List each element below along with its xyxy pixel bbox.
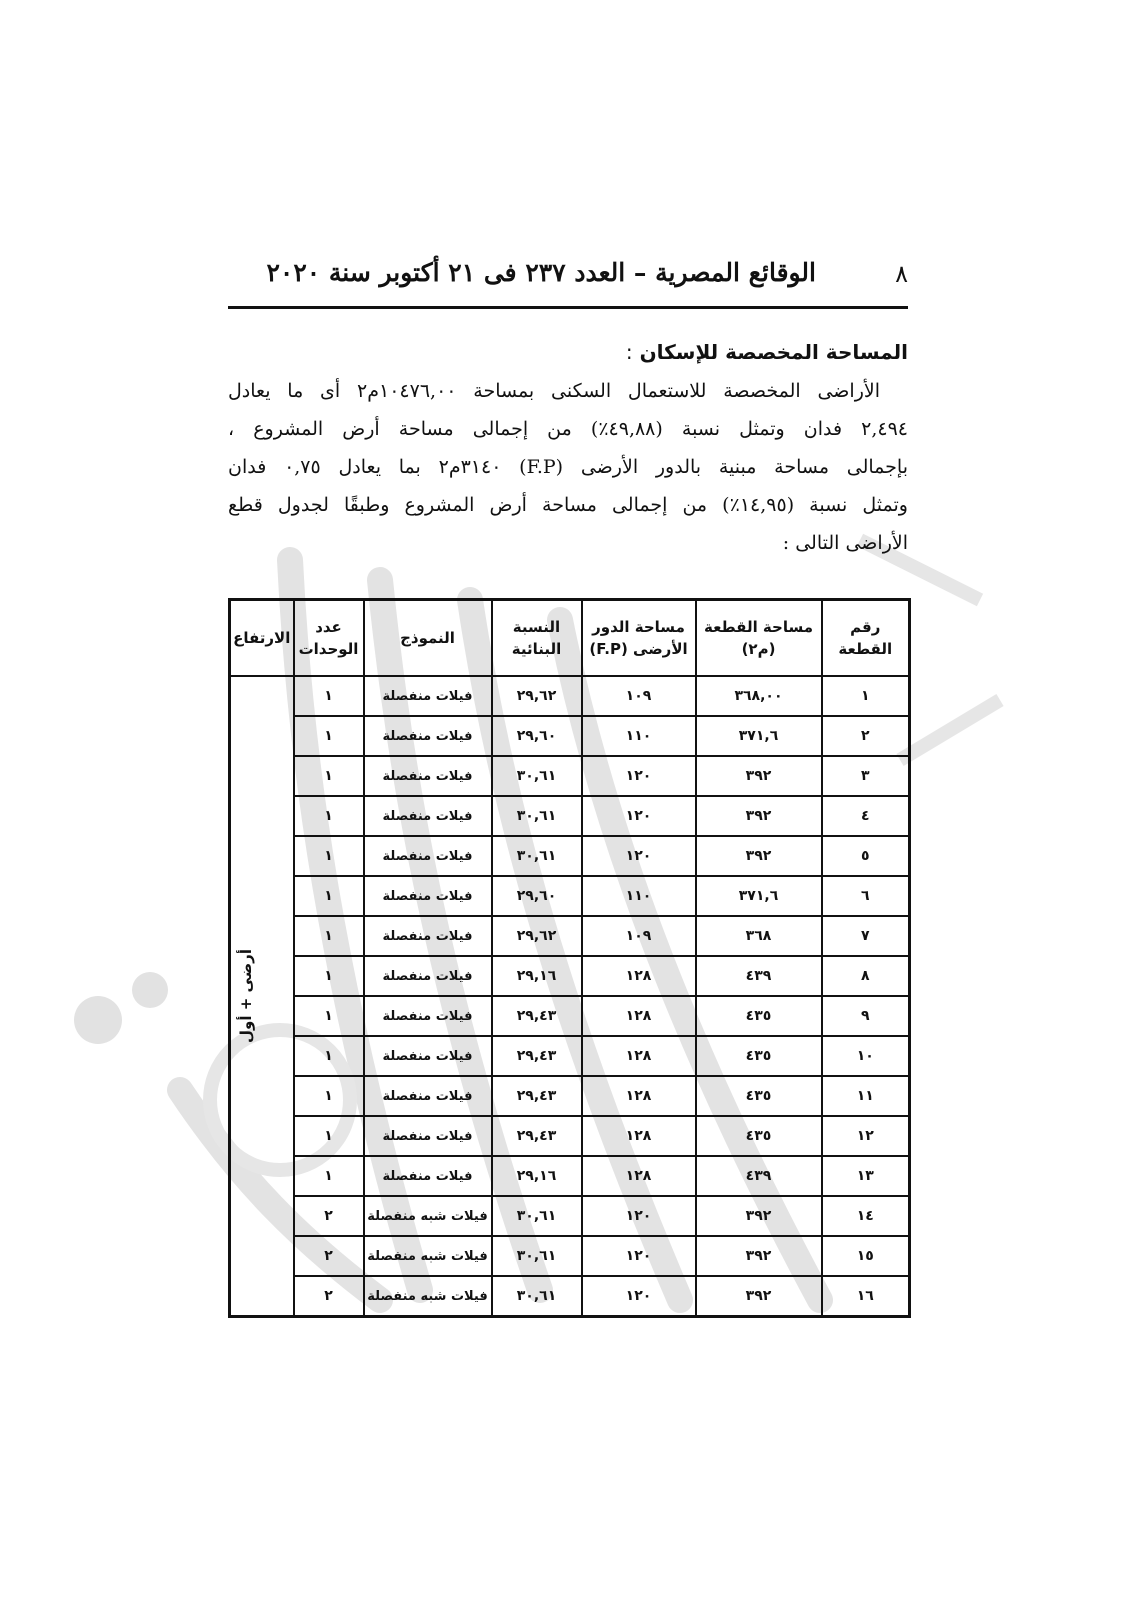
section-title-text: المساحة المخصصة للإسكان [639,340,908,364]
cell-plot-no: ١٦ [822,1276,910,1317]
cell-footprint: ١٠٩ [582,916,696,956]
body-line: ٢,٤٩٤ فدان وتمثل نسبة (٤٩,٨٨٪) من إجمالى مساحة أرض المشروع ، [228,418,908,440]
table-row [230,836,910,876]
section-title-colon: : [625,340,633,364]
cell-model: فيلات شبه منفصلة [364,1196,492,1236]
cell-height [230,676,294,1317]
cell-plot-no: ٣ [822,756,910,796]
cell-model: فيلات منفصلة [364,1076,492,1116]
cell-plot-no: ١ [822,676,910,716]
height-value: أرضى + أول [236,949,255,1043]
table-row [230,996,910,1036]
cell-plot-no: ١٤ [822,1196,910,1236]
cell-units: ١ [294,836,364,876]
cell-plot-area: ٣٩٢ [696,836,822,876]
table-row [230,1076,910,1116]
table-row [230,916,910,956]
cell-building-ratio: ٣٠,٦١ [492,1236,582,1276]
cell-model: فيلات منفصلة [364,796,492,836]
table-row [230,1196,910,1236]
cell-units: ١ [294,1116,364,1156]
cell-units: ١ [294,716,364,756]
cell-model: فيلات منفصلة [364,676,492,716]
cell-plot-area: ٤٣٩ [696,956,822,996]
table-row [230,1236,910,1276]
cell-plot-no: ٥ [822,836,910,876]
cell-units: ١ [294,756,364,796]
table-row [230,876,910,916]
cell-plot-no: ١٠ [822,1036,910,1076]
cell-model: فيلات منفصلة [364,876,492,916]
cell-plot-area: ٤٣٩ [696,1156,822,1196]
cell-footprint: ١٢٠ [582,796,696,836]
cell-footprint: ١٢٠ [582,1196,696,1236]
table-row [230,956,910,996]
header-height: الارتفاع [230,600,294,677]
cell-plot-area: ٤٣٥ [696,996,822,1036]
cell-plot-no: ١٥ [822,1236,910,1276]
page-header [228,256,908,296]
cell-building-ratio: ٢٩,٦٢ [492,916,582,956]
cell-footprint: ١٢٨ [582,1036,696,1076]
table-row [230,1036,910,1076]
cell-building-ratio: ٣٠,٦١ [492,796,582,836]
cell-footprint: ١٢٨ [582,1116,696,1156]
cell-building-ratio: ٢٩,١٦ [492,956,582,996]
cell-units: ٢ [294,1236,364,1276]
cell-footprint: ١٢٨ [582,1156,696,1196]
cell-footprint: ١١٠ [582,876,696,916]
cell-building-ratio: ٢٩,٤٣ [492,1116,582,1156]
cell-plot-no: ٨ [822,956,910,996]
header-building-ratio: النسبة البنائية [492,600,582,677]
section-title [626,340,908,364]
cell-building-ratio: ٢٩,٤٣ [492,1036,582,1076]
cell-model: فيلات منفصلة [364,1116,492,1156]
cell-plot-area: ٣٧١,٦ [696,876,822,916]
cell-units: ١ [294,996,364,1036]
cell-plot-area: ٣٦٨,٠٠ [696,676,822,716]
cell-building-ratio: ٣٠,٦١ [492,756,582,796]
cell-building-ratio: ٢٩,٦٢ [492,676,582,716]
cell-plot-area: ٣٧١,٦ [696,716,822,756]
cell-plot-no: ٢ [822,716,910,756]
body-line: وتمثل نسبة (١٤,٩٥٪) من إجمالى مساحة أرض المشروع وطبقًا لجدول قطع [228,494,908,516]
cell-units: ١ [294,876,364,916]
header-plot-area: مساحة القطعة (م٢) [696,600,822,677]
cell-footprint: ١٠٩ [582,676,696,716]
cell-footprint: ١٢٨ [582,956,696,996]
table-row [230,716,910,756]
cell-units: ١ [294,1036,364,1076]
table-body [230,676,910,1317]
cell-model: فيلات منفصلة [364,756,492,796]
cell-building-ratio: ٢٩,٦٠ [492,876,582,916]
cell-units: ٢ [294,1276,364,1317]
cell-units: ١ [294,676,364,716]
cell-footprint: ١٢٠ [582,836,696,876]
table-header-row [230,600,910,677]
header-model: النموذج [364,600,492,677]
cell-footprint: ١٢٠ [582,756,696,796]
cell-footprint: ١٢٨ [582,1076,696,1116]
cell-plot-no: ١١ [822,1076,910,1116]
cell-model: فيلات منفصلة [364,1156,492,1196]
cell-plot-area: ٣٩٢ [696,1236,822,1276]
body-line: الأراضى المخصصة للاستعمال السكنى بمساحة ١٠٤٧٦,٠٠م٢ أى ما يعادل [228,380,880,402]
cell-model: فيلات شبه منفصلة [364,1276,492,1317]
cell-model: فيلات منفصلة [364,956,492,996]
cell-building-ratio: ٢٩,٤٣ [492,1076,582,1116]
cell-model: فيلات منفصلة [364,916,492,956]
cell-units: ١ [294,1156,364,1196]
table-row [230,796,910,836]
cell-plot-no: ١٣ [822,1156,910,1196]
cell-plot-no: ٤ [822,796,910,836]
body-paragraph [228,372,908,562]
running-head: الوقائع المصرية – العدد ٢٣٧ فى ٢١ أكتوبر سنة ٢٠٢٠ [266,258,816,287]
cell-units: ١ [294,956,364,996]
table-row [230,756,910,796]
page-number: ٨ [895,260,908,288]
cell-plot-area: ٣٩٢ [696,1276,822,1317]
cell-footprint: ١٢٠ [582,1236,696,1276]
table-row [230,1116,910,1156]
cell-plot-area: ٤٣٥ [696,1116,822,1156]
cell-plot-no: ٧ [822,916,910,956]
cell-plot-no: ٩ [822,996,910,1036]
cell-model: فيلات منفصلة [364,716,492,756]
cell-units: ١ [294,796,364,836]
plots-table [228,598,911,1318]
cell-plot-area: ٤٣٥ [696,1076,822,1116]
cell-model: فيلات شبه منفصلة [364,1236,492,1276]
cell-building-ratio: ٢٩,١٦ [492,1156,582,1196]
header-plot-no: رقم القطعة [822,600,910,677]
header-rule [228,306,908,309]
cell-plot-no: ٦ [822,876,910,916]
cell-units: ٢ [294,1196,364,1236]
cell-plot-area: ٣٩٢ [696,1196,822,1236]
cell-model: فيلات منفصلة [364,1036,492,1076]
cell-building-ratio: ٢٩,٤٣ [492,996,582,1036]
cell-plot-area: ٣٩٢ [696,796,822,836]
cell-plot-area: ٣٩٢ [696,756,822,796]
body-line: بإجمالى مساحة مبنية بالدور الأرضى (F.P) ٣١٤٠م٢ بما يعادل ٠,٧٥ فدان [228,456,908,478]
cell-units: ١ [294,916,364,956]
cell-footprint: ١٢٠ [582,1276,696,1317]
cell-building-ratio: ٣٠,٦١ [492,1196,582,1236]
cell-footprint: ١١٠ [582,716,696,756]
cell-building-ratio: ٢٩,٦٠ [492,716,582,756]
table-row [230,1156,910,1196]
cell-plot-area: ٤٣٥ [696,1036,822,1076]
header-footprint: مساحة الدور الأرضى (F.P) [582,600,696,677]
cell-building-ratio: ٣٠,٦١ [492,836,582,876]
header-units: عدد الوحدات [294,600,364,677]
cell-plot-area: ٣٦٨ [696,916,822,956]
cell-footprint: ١٢٨ [582,996,696,1036]
body-line: الأراضى التالى : [782,532,908,554]
cell-model: فيلات منفصلة [364,836,492,876]
table-row [230,676,910,716]
cell-plot-no: ١٢ [822,1116,910,1156]
cell-model: فيلات منفصلة [364,996,492,1036]
cell-units: ١ [294,1076,364,1116]
table-row [230,1276,910,1317]
cell-building-ratio: ٣٠,٦١ [492,1276,582,1317]
